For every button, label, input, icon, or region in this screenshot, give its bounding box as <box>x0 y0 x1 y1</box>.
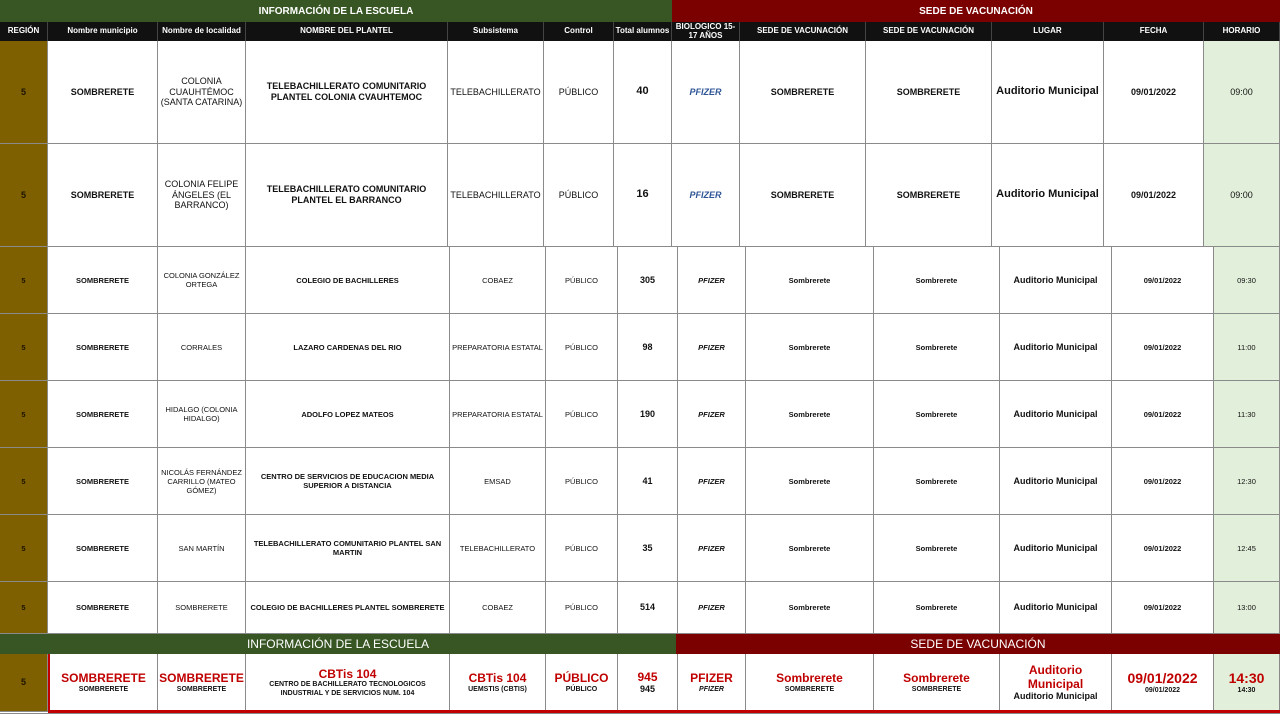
cell-municipio: SOMBRERETE SOMBRERETE <box>48 654 158 712</box>
cell-total: 305 <box>618 247 678 314</box>
cell-fecha: 09/01/2022 <box>1112 314 1214 381</box>
cell-municipio: SOMBRERETE <box>48 448 158 515</box>
cell-total: 514 <box>618 582 678 634</box>
cell-horario: 13:00 <box>1214 582 1280 634</box>
cell-total: 41 <box>618 448 678 515</box>
cell-control: PÚBLICO <box>546 247 618 314</box>
top-section-band <box>0 0 1280 22</box>
cell-region: 5 <box>0 654 48 712</box>
bottom-section-band <box>0 634 1280 654</box>
cell-lugar: Auditorio Municipal <box>992 144 1104 247</box>
cell-control: PÚBLICO PÚBLICO <box>546 654 618 712</box>
header-total[interactable]: Total alumnos <box>614 22 672 41</box>
table-row[interactable] <box>0 582 1280 634</box>
cell-plantel: TELEBACHILLERATO COMUNITARIO PLANTEL COLONIA CVAUHTEMOC <box>246 41 448 144</box>
cell-subsistema: COBAEZ <box>450 582 546 634</box>
cell-region: 5 <box>0 582 48 634</box>
table-row[interactable] <box>0 41 1280 144</box>
header-control[interactable]: Control <box>544 22 614 41</box>
cell-plantel: LAZARO CARDENAS DEL RIO <box>246 314 450 381</box>
header-region[interactable]: REGIÓN <box>0 22 48 41</box>
cell-localidad: HIDALGO (COLONIA HIDALGO) <box>158 381 246 448</box>
cell-fecha: 09/01/2022 <box>1112 582 1214 634</box>
cell-horario: 11:00 <box>1214 314 1280 381</box>
cell-localidad: COLONIA GONZÁLEZ ORTEGA <box>158 247 246 314</box>
school-info-band: INFORMACIÓN DE LA ESCUELA <box>0 634 676 654</box>
vaccination-site-band: SEDE DE VACUNACIÓN <box>676 634 1280 654</box>
cell-lugar: Auditorio Municipal <box>992 41 1104 144</box>
cell-control: PÚBLICO <box>544 144 614 247</box>
school-info-band: INFORMACIÓN DE LA ESCUELA <box>0 0 672 22</box>
cell-biologico: PFIZER <box>678 448 746 515</box>
cell-sede-2: Sombrerete <box>874 381 1000 448</box>
column-header-row <box>0 22 1280 41</box>
cell-municipio: SOMBRERETE <box>48 41 158 144</box>
cell-subsistema: CBTis 104 UEMSTIS (CBTIS) <box>450 654 546 712</box>
cell-localidad: NICOLÁS FERNÁNDEZ CARRILLO (MATEO GÓMEZ) <box>158 448 246 515</box>
cell-sede-2: Sombrerete <box>874 448 1000 515</box>
cell-fecha: 09/01/2022 <box>1112 448 1214 515</box>
cell-biologico: PFIZER <box>678 247 746 314</box>
cell-subsistema: COBAEZ <box>450 247 546 314</box>
header-biologico[interactable]: BIOLOGICO 15-17 AÑOS <box>672 22 740 41</box>
cell-sede-1: Sombrerete <box>746 314 874 381</box>
cell-municipio: SOMBRERETE <box>48 314 158 381</box>
cell-municipio: SOMBRERETE <box>48 582 158 634</box>
cell-sede-1: Sombrerete <box>746 582 874 634</box>
cell-control: PÚBLICO <box>546 582 618 634</box>
cell-subsistema: TELEBACHILLERATO <box>448 144 544 247</box>
table-row[interactable] <box>0 247 1280 314</box>
cell-sede-1: Sombrerete <box>746 381 874 448</box>
cell-sede-1: SOMBRERETE <box>740 41 866 144</box>
cell-control: PÚBLICO <box>546 381 618 448</box>
cell-fecha: 09/01/2022 09/01/2022 <box>1112 654 1214 712</box>
cell-subsistema: PREPARATORIA ESTATAL <box>450 381 546 448</box>
cell-region: 5 <box>0 314 48 381</box>
cell-lugar: Auditorio Municipal <box>1000 582 1112 634</box>
cell-biologico: PFIZER <box>678 515 746 582</box>
cell-sede-1: SOMBRERETE <box>740 144 866 247</box>
cell-subsistema: EMSAD <box>450 448 546 515</box>
table-row[interactable] <box>0 314 1280 381</box>
table-row[interactable] <box>0 448 1280 515</box>
cell-region: 5 <box>0 448 48 515</box>
cell-localidad: SOMBRERETE <box>158 582 246 634</box>
cell-localidad: CORRALES <box>158 314 246 381</box>
cell-municipio: SOMBRERETE <box>48 381 158 448</box>
cell-sede-1: Sombrerete <box>746 448 874 515</box>
cell-total: 98 <box>618 314 678 381</box>
cell-horario: 14:30 14:30 <box>1214 654 1280 712</box>
cell-biologico: PFIZER <box>678 582 746 634</box>
cell-sede-2: Sombrerete <box>874 314 1000 381</box>
cell-localidad: COLONIA FELIPE ÁNGELES (EL BARRANCO) <box>158 144 246 247</box>
header-lugar[interactable]: LUGAR <box>992 22 1104 41</box>
cell-municipio: SOMBRERETE <box>48 144 158 247</box>
cell-fecha: 09/01/2022 <box>1112 515 1214 582</box>
cell-region: 5 <box>0 41 48 144</box>
cell-control: PÚBLICO <box>546 314 618 381</box>
cell-subsistema: PREPARATORIA ESTATAL <box>450 314 546 381</box>
header-fecha[interactable]: FECHA <box>1104 22 1204 41</box>
cell-sede-2: Sombrerete <box>874 247 1000 314</box>
cell-lugar: Auditorio Municipal <box>1000 314 1112 381</box>
cell-control: PÚBLICO <box>546 448 618 515</box>
cell-lugar: Auditorio Municipal <box>1000 515 1112 582</box>
cell-biologico: PFIZER <box>678 381 746 448</box>
cell-region: 5 <box>0 515 48 582</box>
cell-horario: 09:00 <box>1204 144 1280 247</box>
cell-sede-2: Sombrerete <box>874 515 1000 582</box>
cell-subsistema: TELEBACHILLERATO <box>450 515 546 582</box>
cell-sede-2: Sombrerete SOMBRERETE <box>874 654 1000 712</box>
cell-municipio: SOMBRERETE <box>48 515 158 582</box>
cell-plantel: CBTis 104 CENTRO DE BACHILLERATO TECNOLOGICOS INDUSTRIAL Y DE SERVICIOS NUM. 104 <box>246 654 450 712</box>
cell-localidad: SOMBRERETE SOMBRERETE <box>158 654 246 712</box>
cell-localidad: COLONIA CUAUHTÉMOC (SANTA CATARINA) <box>158 41 246 144</box>
table-row-highlighted[interactable] <box>0 654 1280 712</box>
header-sede-1[interactable]: SEDE DE VACUNACIÓN <box>740 22 866 41</box>
cell-biologico: PFIZER PFIZER <box>678 654 746 712</box>
cell-total: 190 <box>618 381 678 448</box>
cell-sede-1: Sombrerete <box>746 247 874 314</box>
cell-municipio: SOMBRERETE <box>48 247 158 314</box>
cell-total: 945 945 <box>618 654 678 712</box>
cell-horario: 12:45 <box>1214 515 1280 582</box>
cell-lugar: Auditorio Municipal <box>1000 247 1112 314</box>
cell-control: PÚBLICO <box>544 41 614 144</box>
cell-horario: 12:30 <box>1214 448 1280 515</box>
cell-localidad: SAN MARTÍN <box>158 515 246 582</box>
cell-sede-2: Sombrerete <box>874 582 1000 634</box>
cell-region: 5 <box>0 144 48 247</box>
cell-subsistema: TELEBACHILLERATO <box>448 41 544 144</box>
cell-plantel: COLEGIO DE BACHILLERES <box>246 247 450 314</box>
cell-horario: 09:30 <box>1214 247 1280 314</box>
cell-horario: 09:00 <box>1204 41 1280 144</box>
cell-sede-1: Sombrerete <box>746 515 874 582</box>
cell-plantel: TELEBACHILLERATO COMUNITARIO PLANTEL EL BARRANCO <box>246 144 448 247</box>
cell-region: 5 <box>0 247 48 314</box>
cell-fecha: 09/01/2022 <box>1104 41 1204 144</box>
cell-biologico: PFIZER <box>672 144 740 247</box>
cell-biologico: PFIZER <box>672 41 740 144</box>
cell-total: 35 <box>618 515 678 582</box>
header-subsistema[interactable]: Subsistema <box>448 22 544 41</box>
cell-lugar: Auditorio Municipal Auditorio Municipal <box>1000 654 1112 712</box>
cell-fecha: 09/01/2022 <box>1104 144 1204 247</box>
cell-sede-1: Sombrerete SOMBRERETE <box>746 654 874 712</box>
cell-lugar: Auditorio Municipal <box>1000 448 1112 515</box>
cell-region: 5 <box>0 381 48 448</box>
cell-horario: 11:30 <box>1214 381 1280 448</box>
cell-plantel: ADOLFO LOPEZ MATEOS <box>246 381 450 448</box>
header-sede-2[interactable]: SEDE DE VACUNACIÓN <box>866 22 992 41</box>
cell-fecha: 09/01/2022 <box>1112 381 1214 448</box>
header-horario[interactable]: HORARIO <box>1204 22 1280 41</box>
cell-biologico: PFIZER <box>678 314 746 381</box>
cell-plantel: TELEBACHILLERATO COMUNITARIO PLANTEL SAN MARTIN <box>246 515 450 582</box>
cell-fecha: 09/01/2022 <box>1112 247 1214 314</box>
cell-total: 40 <box>614 41 672 144</box>
cell-lugar: Auditorio Municipal <box>1000 381 1112 448</box>
header-municipio[interactable]: Nombre municipio <box>48 22 158 41</box>
vaccination-site-band: SEDE DE VACUNACIÓN <box>672 0 1280 22</box>
cell-plantel: COLEGIO DE BACHILLERES PLANTEL SOMBRERETE <box>246 582 450 634</box>
cell-plantel: CENTRO DE SERVICIOS DE EDUCACION MEDIA SUPERIOR A DISTANCIA <box>246 448 450 515</box>
header-plantel[interactable]: NOMBRE DEL PLANTEL <box>246 22 448 41</box>
cell-total: 16 <box>614 144 672 247</box>
cell-control: PÚBLICO <box>546 515 618 582</box>
table-row[interactable] <box>0 144 1280 247</box>
table-row[interactable] <box>0 515 1280 582</box>
table-row[interactable] <box>0 381 1280 448</box>
cell-sede-2: SOMBRERETE <box>866 144 992 247</box>
cell-sede-2: SOMBRERETE <box>866 41 992 144</box>
header-localidad[interactable]: Nombre de localidad <box>158 22 246 41</box>
